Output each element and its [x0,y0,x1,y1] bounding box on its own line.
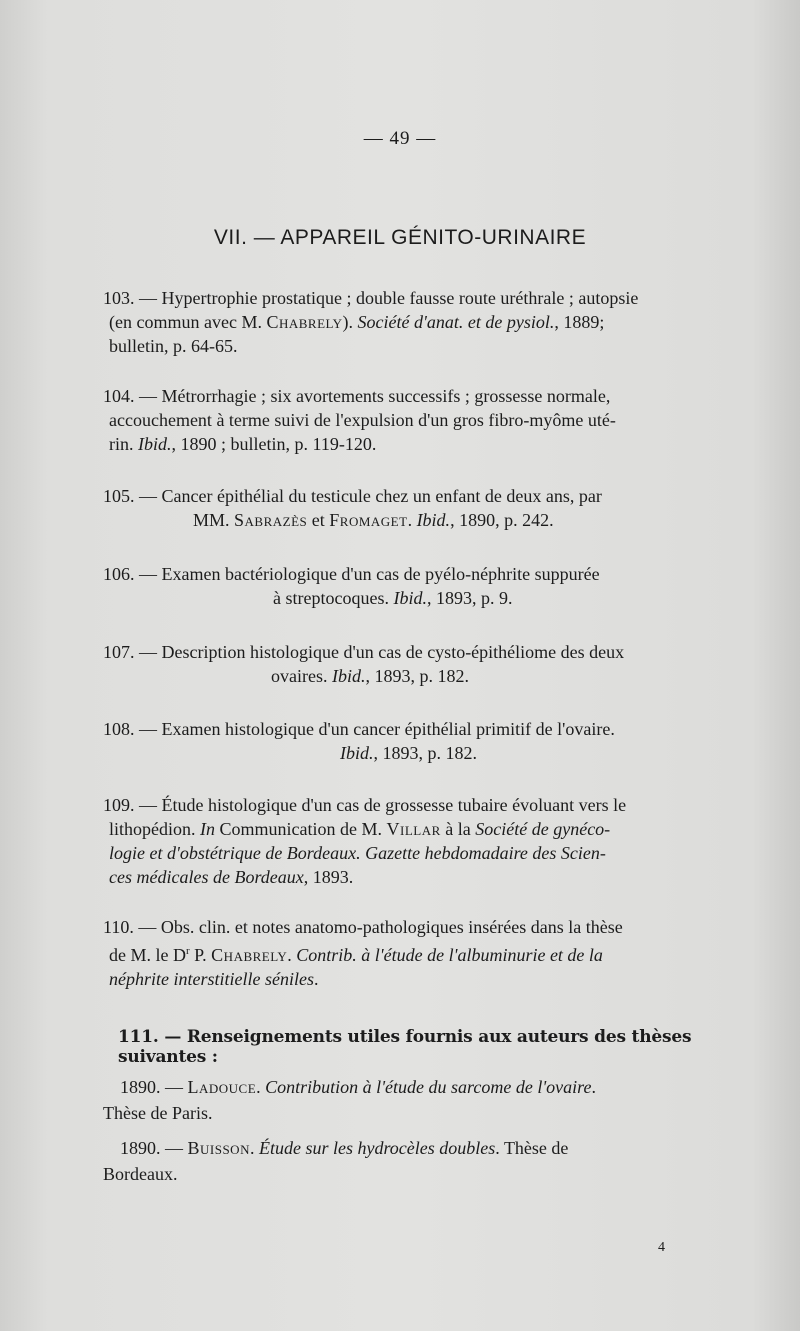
author-name: Villar [386,819,441,839]
page-number: — 49 — [363,128,437,149]
entry-109: 109. — Étude histologique d'un cas de grossesse tubaire évoluant vers le lithopédion. In Communication de M. Villar à la Société de gynéco- logie et d'obstétrique de Bordeaux. Gazette hebdomadaire des Scien- ces médicales de Bordeaux, 1893. [103,795,627,887]
author-name: Fromaget [329,510,408,530]
entry-number: 110. [103,917,134,937]
thesis-entry: 1890. — Buisson. Étude sur les hydrocèles doubles. Thèse de Bordeaux. [103,1138,569,1184]
author-name: Ladouce [187,1077,257,1097]
entry-number: 105. [103,486,135,506]
entry-110: 110. — Obs. clin. et notes anatomo-pathologiques insérées dans la thèse de M. le $D^r$ P. Chabrely. Contrib. à l'étude de l'albuminurie et de la néphrite interstitielle séniles. [103,917,623,989]
entry-103: 103. — Hypertrophie prostatique ; double fausse route uréthrale ; autopsie (en commun avec M. Chabrely). Société d'anat. et de pysiol., 1889; bulletin, p. 64-65. [103,288,639,356]
entry-number: 104. [103,386,135,406]
entry-106: 106. — Examen bactériologique d'un cas de pyélo-néphrite suppurée à streptocoques. Ibid., 1893, p. 9. [103,564,600,608]
entry-number: 103. [103,288,135,308]
entry-107: 107. — Description histologique d'un cas de cysto-épithéliome des deux ovaires. Ibid., 1893, p. 182. [103,642,625,686]
entry-108: 108. — Examen histologique d'un cancer épithélial primitif de l'ovaire. Ibid., 1893, p. 182. [103,719,615,763]
entry-number: 108. [103,719,135,739]
entry-104: 104. — Métrorrhagie ; six avortements successifs ; grossesse normale, accouchement à terme suivi de l'expulsion d'un gros fibro-myôme uté- rin. Ibid., 1890 ; bulletin, p. 119-120. [103,386,616,454]
signature-mark: 4 [658,1240,665,1255]
entry-number: 109. [103,795,135,815]
author-name: Chabrely [211,945,288,965]
section-title: VII. — APPAREIL GÉNITO-URINAIRE [213,226,587,249]
author-name: Sabrazès [234,510,308,530]
author-name: Buisson [187,1138,250,1158]
author-name: Chabrely [266,312,343,332]
entry-105: 105. — Cancer épithélial du testicule chez un enfant de deux ans, par MM. Sabrazès et Fromaget. Ibid., 1890, p. 242. [103,486,602,530]
thesis-entry: 1890. — Ladouce. Contribution à l'étude du sarcome de l'ovaire. Thèse de Paris. [103,1077,596,1123]
entry-number: 107. [103,642,135,662]
entry-number: 106. [103,564,135,584]
entry-111-heading: 111. — Renseignements utiles fournis aux auteurs des thèses suivantes : [118,1027,692,1067]
